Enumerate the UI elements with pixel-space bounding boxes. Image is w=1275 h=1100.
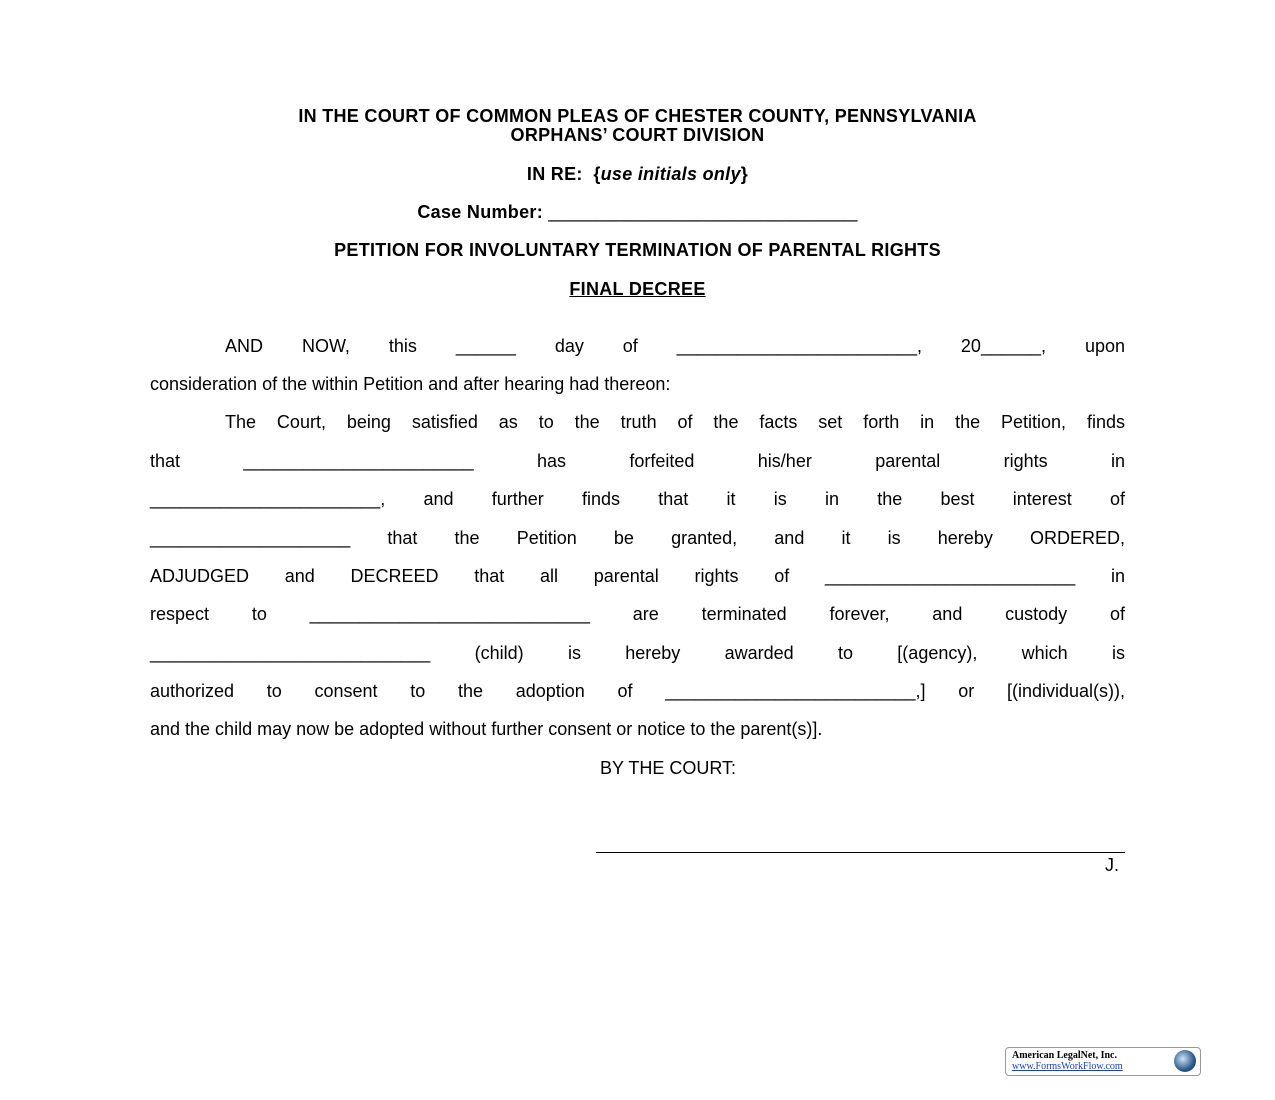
in-re-label: IN RE: [526, 164, 583, 184]
by-the-court: BY THE COURT: [600, 758, 737, 778]
logo-company: American LegalNet, Inc. [1012, 1050, 1117, 1061]
body-line: ____________________ that the Petition be granted, and it is hereby ORDERED, [150, 528, 1125, 548]
in-re-line [0, 164, 1275, 185]
body-line: consideration of the within Petition and after hearing had thereon: [150, 374, 671, 394]
body-line: respect to ____________________________ are terminated forever, and custody of [150, 604, 1125, 624]
petition-title: PETITION FOR INVOLUNTARY TERMINATION OF PARENTAL RIGHTS [334, 240, 941, 260]
case-number-label: Case Number: [417, 202, 543, 222]
globe-icon [1174, 1050, 1196, 1072]
body-line: that _______________________ has forfeited his/her parental rights in [150, 451, 1125, 471]
judge-signature-line[interactable] [596, 852, 1125, 853]
case-number-field[interactable]: ______________________________ [548, 202, 858, 222]
body-line: ADJUDGED and DECREED that all parental rights of _________________________ in [150, 566, 1125, 586]
in-re-value: use initials only [600, 164, 741, 184]
logo-url[interactable]: www.FormsWorkFlow.com [1012, 1061, 1123, 1072]
judge-suffix: J. [1105, 855, 1120, 875]
brace-open: { [593, 164, 601, 184]
american-legalnet-logo[interactable] [1005, 1047, 1201, 1076]
case-number-line [0, 202, 1275, 223]
body-line: and the child may now be adopted without further consent or notice to the parent(s)]. [150, 719, 823, 739]
body-line: _______________________, and further finds that it is in the best interest of [150, 489, 1125, 509]
decree-title: FINAL DECREE [569, 279, 706, 299]
division-heading: ORPHANS’ COURT DIVISION [510, 125, 765, 145]
brace-close: } [740, 164, 749, 184]
body-line: AND NOW, this ______ day of ________________________, 20______, upon [225, 336, 1125, 356]
court-heading: IN THE COURT OF COMMON PLEAS OF CHESTER COUNTY, PENNSYLVANIA [298, 106, 977, 126]
body-line: The Court, being satisfied as to the truth of the facts set forth in the Petition, finds [225, 412, 1125, 432]
body-line: ____________________________ (child) is hereby awarded to [(agency), which is [150, 643, 1125, 663]
body-line: authorized to consent to the adoption of _________________________,] or [(individual(s)), [150, 681, 1125, 701]
